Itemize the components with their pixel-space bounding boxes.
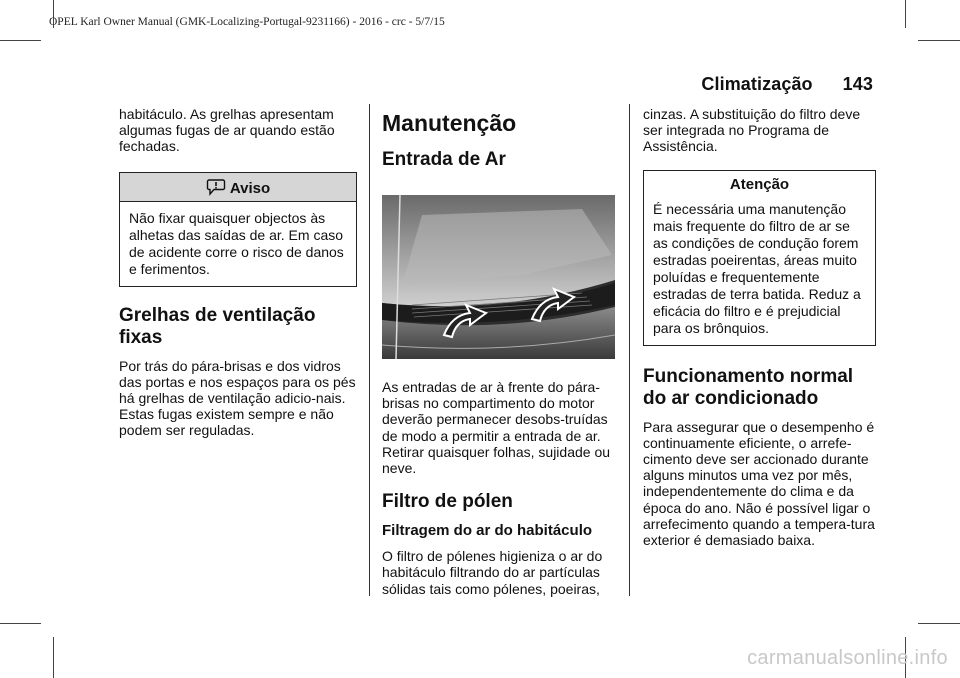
page-number: 143	[842, 74, 873, 94]
pollen-filter-text: O filtro de pólenes higieniza o ar do habitáculo filtrando do ar partículas sólidas tais como pólenes, poeiras,	[382, 548, 603, 597]
chapter-title: Climatização	[701, 74, 813, 94]
warning-title: Aviso	[229, 179, 271, 197]
section-heading-air-intake: Entrada de Ar	[382, 149, 506, 170]
running-head	[701, 74, 873, 95]
section-heading-pollen-filter: Filtro de pólen	[382, 491, 513, 513]
crop-mark	[918, 623, 960, 624]
column-divider	[629, 104, 630, 596]
air-intake-illustration-graphic	[382, 195, 615, 359]
caution-title: Atenção	[729, 175, 790, 193]
crop-mark	[53, 637, 54, 678]
subheading-cabin-air-filtering: Filtragem do ar do habitáculo	[382, 522, 593, 540]
column-2	[382, 106, 616, 597]
col3-intro-text: cinzas. A substituição do filtro deve ser integrada no Programa de Assistência.	[643, 106, 861, 155]
section-heading-ac-operation: Funcionamento normal do ar condicionado	[643, 365, 854, 409]
crop-mark	[0, 623, 41, 624]
warning-text: Não fixar quaisquer objectos às alhetas das saídas de ar. Em caso de acidente corre o risco de danos e ferimentos.	[129, 209, 344, 277]
warning-header	[120, 173, 356, 202]
ac-operation-text: Para assegurar que o desempenho é continuamente eficiente, o arrefe-cimento deve ser accionado durante alguns minutos uma vez por mês, independentemente do clima e da época do ano. Não é possível ligar o arrefecimento quando a tempera-tura exterior é demasiado baixa.	[643, 418, 875, 549]
caution-box	[643, 170, 876, 346]
warning-box	[119, 172, 357, 287]
main-heading-maintenance: Manutenção	[382, 110, 517, 136]
air-intake-text: As entradas de ar à frente do pára-brisas no compartimento do motor deverão permanecer desobs-truídas de modo a permitir a entrada de ar. Retirar quaisquer folhas, sujidade ou neve.	[382, 379, 611, 477]
col1-intro-text: habitáculo. As grelhas apresentam algumas fugas de ar quando estão fechadas.	[119, 106, 335, 155]
column-3	[643, 106, 876, 548]
air-intake-illustration	[382, 195, 615, 359]
warning-icon	[206, 178, 226, 196]
column-divider	[369, 104, 370, 596]
caution-text: É necessária uma manutenção mais frequente do filtro de ar se as condições de condução forem estradas poeirentas, áreas muito poluídas e frequentemente estradas de terra batida. Reduz a eficácia do filtro e é prejudicial para os brônquios.	[653, 200, 861, 336]
crop-mark	[918, 40, 960, 41]
fixed-vents-text: Por trás do pára-brisas e dos vidros das portas e nos espaços para os pés há grelhas de ventilação adicio-nais. Estas fugas existem sempre e não podem ser reguladas.	[119, 357, 356, 439]
watermark: carmanualsonline.info	[747, 647, 948, 669]
column-1	[119, 106, 357, 439]
document-meta: OPEL Karl Owner Manual (GMK-Localizing-Portugal-9231166) - 2016 - crc - 5/7/15	[49, 16, 445, 28]
section-heading-fixed-vents: Grelhas de ventilação fixas	[119, 304, 316, 348]
crop-mark	[905, 0, 906, 28]
crop-mark	[0, 40, 41, 41]
